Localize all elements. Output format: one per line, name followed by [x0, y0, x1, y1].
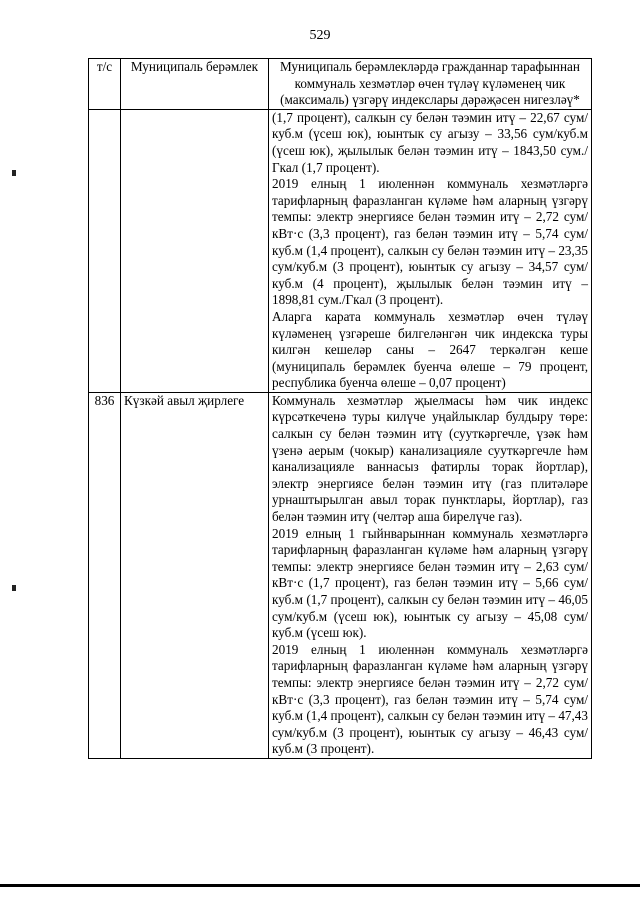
tariff-table	[88, 58, 592, 759]
paragraph: 2019 елның 1 гыйнварыннан коммуналь хезмәтләргә тарифларның фаразланган күләме һәм аларның үзгәрү темпы: электр энергиясе белән тәэмин итү – 2,63 сум/кВт·с (1,7 процент), газ белән тәэмин итү – 5,66 сум/куб.м (1,7 процент), салкын су белән тәэмин итү – 46,05 сум/куб.м (үсеш юк), юынтык су агызу – 45,08 сум/куб.м (үсеш юк).	[272, 525, 588, 641]
header-number: т/с	[89, 59, 121, 110]
table-row	[89, 392, 592, 758]
paragraph: Коммуналь хезмәтләр җыелмасы һәм чик индекс күрсәткеченә туры килүче уңайлыклар булдыру төре: салкын су белән тәэмин итү (сууткәргечле, үзәк һәм үзенә аерым (чокыр) канализацияле сууткәргечле һәм канализацияле ваннасыз фатирлы торак йортлар), электр энергиясе белән тәэмин итү (газ плитәләре урнаштырылган авыл торак пунктлары, йортлар), газ белән тәэмин итү (челтәр аша бирелүче газ).	[272, 392, 588, 525]
row-number: 836	[89, 392, 121, 758]
page-number: 529	[309, 28, 331, 43]
table-header-row	[89, 59, 592, 110]
paragraph: 2019 елның 1 июленнән коммуналь хезмәтләргә тарифларның фаразланган күләме һәм аларның үзгәрү темпы: электр энергиясе белән тәэмин итү – 2,72 сум/кВт·с (3,3 процент), газ белән тәэмин итү – 5,74 сум/куб.м (1,4 процент), салкын су белән тәэмин итү – 23,35 сум/куб.м (3 процент), юынтык су агызу – 34,57 сум/куб.м (4 процент), җылылык белән тәэмин итү – 1898,81 сум./Гкал (3 процент).	[272, 176, 588, 308]
row-municipality	[121, 109, 269, 392]
row-number	[89, 109, 121, 392]
row-justification	[269, 109, 592, 392]
page-bottom-edge	[0, 884, 640, 887]
paragraph: (1,7 процент), салкын су белән тәэмин итү – 22,67 сум/куб.м (үсеш юк), юынтык су агызу – 33,56 сум/куб.м (үсеш юк), җылылык белән тәэмин итү – 1843,50 сум./Гкал (1,7 процент).	[272, 109, 588, 175]
row-justification	[269, 392, 592, 758]
header-municipality: Муниципаль берәмлек	[121, 59, 269, 110]
scan-artifact	[12, 585, 16, 591]
paragraph: 2019 елның 1 июленнән коммуналь хезмәтләргә тарифларның фаразланган күләме һәм аларның үзгәрү темпы: электр энергиясе белән тәэмин итү – 2,72 сум/кВт·с (3,3 процент), газ белән тәэмин итү – 5,74 сум/куб.м (1,4 процент), салкын су белән тәэмин итү – 47,43 сум/куб.м (3 процент), юынтык су агызу – 46,43 сум/куб.м (3 процент).	[272, 641, 588, 757]
row-municipality: Күзкәй авыл җирлеге	[121, 392, 269, 758]
header-justification: Муниципаль берәмлекләрдә гражданнар тарафыннан коммуналь хезмәтләр өчен түләү күләменең чик (максималь) үзгәрү индекслары дәрәҗәсен нигезләү*	[269, 59, 592, 110]
paragraph: Аларга карата коммуналь хезмәтләр өчен түләү күләменең үзгәреше билгеләнгән чик индекска туры килгән кешеләр саны – 2647 теркәлгән кеше (муниципаль берәмлек буенча өлеше – 79 процент, республика буенча өлеше – 0,07 процент)	[272, 308, 588, 391]
scan-artifact	[12, 170, 16, 176]
table-row	[89, 109, 592, 392]
